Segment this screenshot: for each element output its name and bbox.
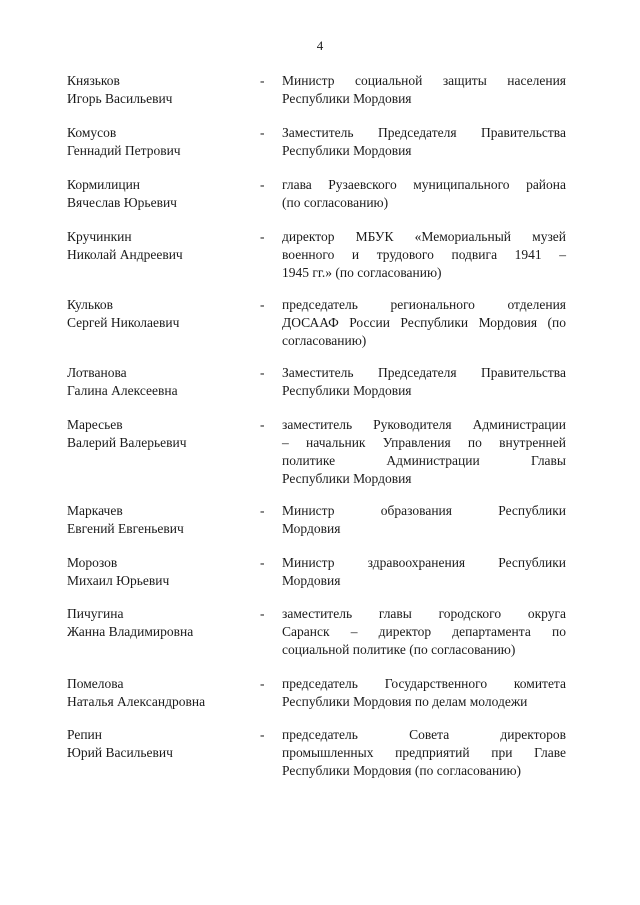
- dash-separator: -: [260, 727, 265, 742]
- given-name: Юрий Васильевич: [67, 745, 173, 760]
- position-description: [282, 675, 566, 711]
- position-line: промышленных предприятий при Главе: [282, 745, 566, 760]
- position-line: Заместитель Председателя Правительства: [282, 125, 566, 140]
- position-line: заместитель Руководителя Администрации: [282, 417, 566, 432]
- surname: Кульков: [67, 297, 114, 312]
- dash-separator: -: [260, 365, 265, 380]
- person-name: [67, 364, 247, 400]
- dash-separator: -: [260, 125, 265, 140]
- person-name: [67, 72, 247, 108]
- position-line: глава Рузаевского муниципального района: [282, 177, 566, 192]
- given-name: Евгений Евгеньевич: [67, 521, 184, 536]
- position-line: согласованию): [282, 333, 367, 348]
- position-description: [282, 554, 566, 590]
- surname: Маркачев: [67, 503, 123, 518]
- position-line: Саранск – директор департамента по: [282, 624, 566, 639]
- position-line: Мордовия: [282, 573, 341, 588]
- surname: Кручинкин: [67, 229, 132, 244]
- position-line: Республики Мордовия по делам молодежи: [282, 694, 528, 709]
- given-name: Вячеслав Юрьевич: [67, 195, 177, 210]
- position-description: [282, 72, 566, 108]
- given-name: Жанна Владимировна: [67, 624, 194, 639]
- position-line: политике Администрации Главы: [282, 453, 566, 468]
- person-name: [67, 416, 247, 452]
- dash-separator: -: [260, 297, 265, 312]
- dash-separator: -: [260, 676, 265, 691]
- position-line: Министр здравоохранения Республики: [282, 555, 566, 570]
- position-line: 1945 гг.» (по согласованию): [282, 265, 442, 280]
- position-line: Республики Мордовия: [282, 91, 412, 106]
- position-line: председатель регионального отделения: [282, 297, 566, 312]
- dash-separator: -: [260, 417, 265, 432]
- position-line: Заместитель Председателя Правительства: [282, 365, 566, 380]
- surname: Помелова: [67, 676, 124, 691]
- person-name: [67, 296, 247, 332]
- dash-separator: -: [260, 555, 265, 570]
- given-name: Валерий Валерьевич: [67, 435, 187, 450]
- surname: Кормилицин: [67, 177, 141, 192]
- position-description: [282, 364, 566, 400]
- position-description: [282, 416, 566, 488]
- position-line: Республики Мордовия: [282, 143, 412, 158]
- person-name: [67, 675, 247, 711]
- person-name: [67, 124, 247, 160]
- position-description: [282, 228, 566, 282]
- given-name: Галина Алексеевна: [67, 383, 178, 398]
- surname: Морозов: [67, 555, 118, 570]
- position-line: военного и трудового подвига 1941 –: [282, 247, 566, 262]
- dash-separator: -: [260, 229, 265, 244]
- person-name: [67, 502, 247, 538]
- given-name: Михаил Юрьевич: [67, 573, 170, 588]
- dash-separator: -: [260, 606, 265, 621]
- person-name: [67, 605, 247, 641]
- given-name: Игорь Васильевич: [67, 91, 173, 106]
- position-line: Республики Мордовия (по согласованию): [282, 763, 522, 778]
- surname: Пичугина: [67, 606, 124, 621]
- surname: Князьков: [67, 73, 120, 88]
- position-line: Республики Мордовия: [282, 383, 412, 398]
- position-line: заместитель главы городского округа: [282, 606, 566, 621]
- position-description: [282, 605, 566, 659]
- surname: Лотванова: [67, 365, 127, 380]
- position-line: Министр социальной защиты населения: [282, 73, 566, 88]
- surname: Репин: [67, 727, 102, 742]
- person-name: [67, 176, 247, 212]
- position-line: Министр образования Республики: [282, 503, 566, 518]
- position-description: [282, 176, 566, 212]
- position-description: [282, 502, 566, 538]
- position-line: (по согласованию): [282, 195, 389, 210]
- person-name: [67, 554, 247, 590]
- given-name: Сергей Николаевич: [67, 315, 180, 330]
- person-name: [67, 228, 247, 264]
- position-line: ДОСААФ России Республики Мордовия (по: [282, 315, 566, 330]
- dash-separator: -: [260, 177, 265, 192]
- position-description: [282, 124, 566, 160]
- position-line: социальной политике (по согласованию): [282, 642, 516, 657]
- surname: Маресьев: [67, 417, 123, 432]
- dash-separator: -: [260, 73, 265, 88]
- position-line: председатель Государственного комитета: [282, 676, 566, 691]
- surname: Комусов: [67, 125, 117, 140]
- dash-separator: -: [260, 503, 265, 518]
- position-line: председатель Совета директоров: [282, 727, 566, 742]
- position-line: Республики Мордовия: [282, 471, 412, 486]
- page-number: 4: [316, 38, 324, 53]
- given-name: Геннадий Петрович: [67, 143, 181, 158]
- position-line: директор МБУК «Мемориальный музей: [282, 229, 566, 244]
- person-name: [67, 726, 247, 762]
- position-description: [282, 726, 566, 780]
- position-line: – начальник Управления по внутренней: [282, 435, 566, 450]
- given-name: Наталья Александровна: [67, 694, 206, 709]
- position-line: Мордовия: [282, 521, 341, 536]
- position-description: [282, 296, 566, 350]
- given-name: Николай Андреевич: [67, 247, 183, 262]
